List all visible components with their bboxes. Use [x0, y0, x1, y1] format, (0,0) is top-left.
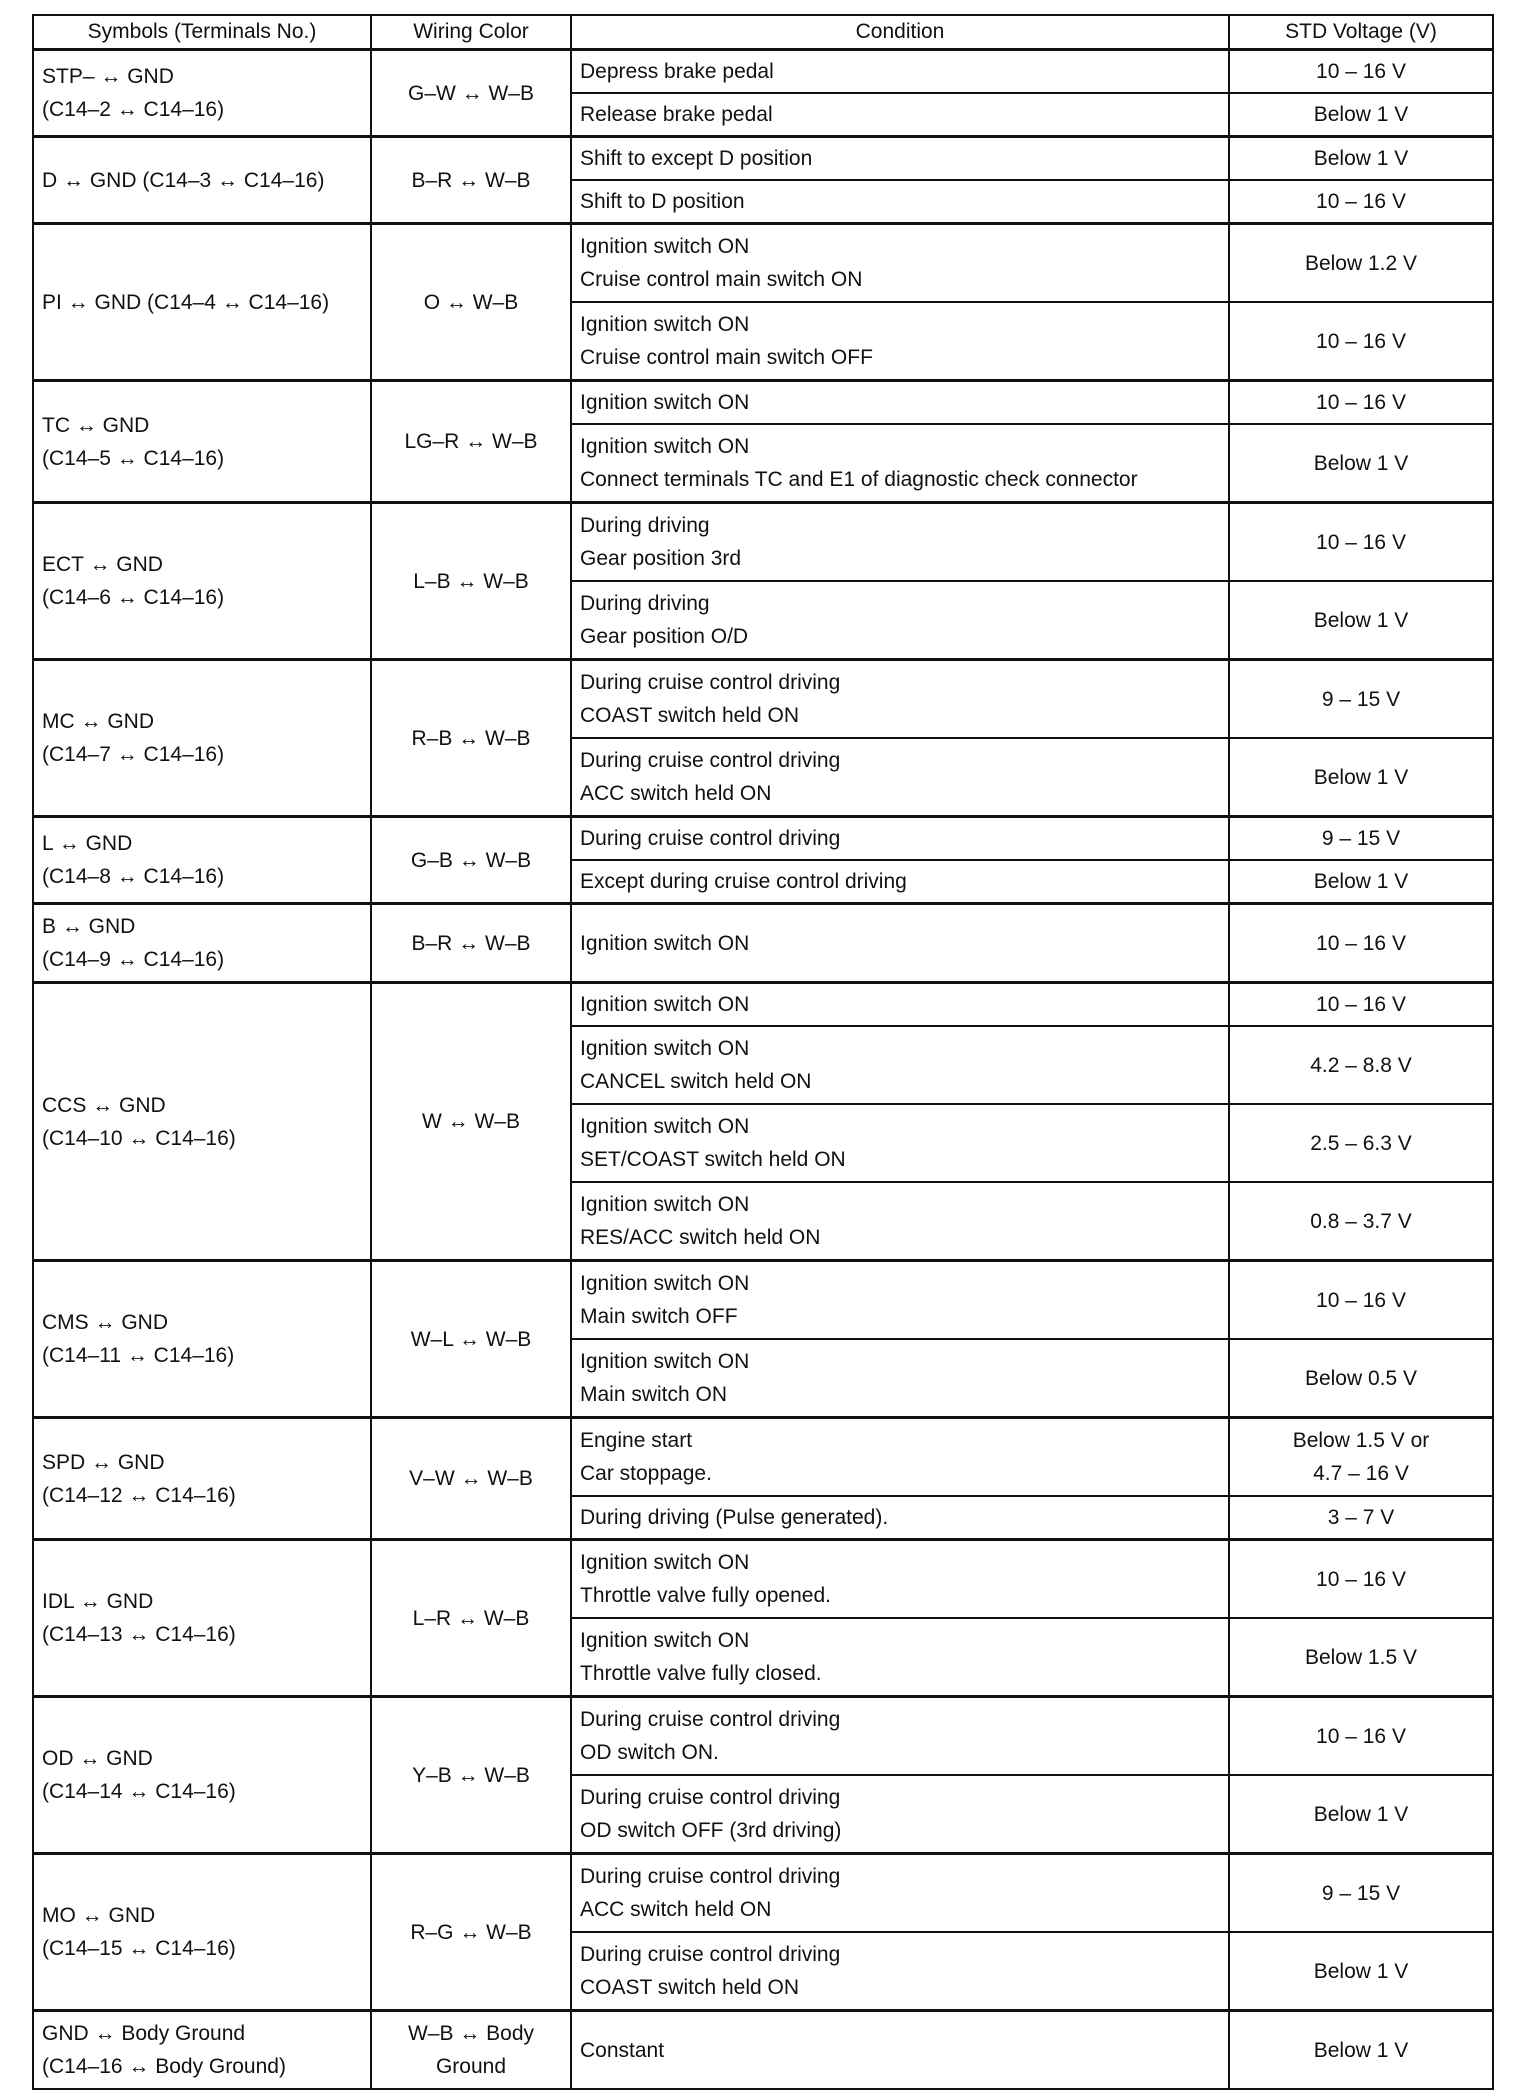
condition-cell	[571, 1418, 1229, 1497]
wiring-color-cell	[371, 2011, 571, 2090]
condition-cell	[571, 137, 1229, 181]
std-voltage-cell	[1229, 93, 1493, 137]
std-voltage-text: 3 – 7 V	[1327, 1506, 1395, 1529]
condition-text: Release brake pedal	[580, 103, 773, 126]
condition-text: During cruise control driving	[580, 827, 841, 850]
condition-cell	[571, 1104, 1229, 1182]
std-voltage-cell	[1229, 983, 1493, 1027]
condition-cell	[571, 904, 1229, 983]
wiring-color-cell	[371, 660, 571, 817]
condition-cell	[571, 2011, 1229, 2090]
condition-text: Ignition switch ON	[580, 435, 750, 458]
wiring-color-text: LG–R ↔ W–B	[404, 430, 538, 453]
std-voltage-cell	[1229, 904, 1493, 983]
terminal-symbol-text: OD ↔ GND	[42, 1747, 153, 1770]
std-voltage-text: 10 – 16 V	[1316, 993, 1406, 1016]
std-voltage-cell	[1229, 581, 1493, 660]
condition-text: COAST switch held ON	[580, 704, 800, 727]
std-voltage-cell	[1229, 381, 1493, 425]
condition-cell	[571, 738, 1229, 817]
table-row	[33, 50, 1493, 94]
terminal-group	[33, 503, 1493, 660]
std-voltage-cell	[1229, 424, 1493, 503]
wiring-color-cell	[371, 503, 571, 660]
condition-text: During cruise control driving	[580, 671, 841, 694]
std-voltage-cell	[1229, 817, 1493, 861]
condition-text: OD switch ON.	[580, 1741, 719, 1764]
terminal-symbol-cell	[33, 1540, 371, 1697]
std-voltage-text: Below 1 V	[1313, 608, 1409, 632]
terminal-symbol-cell	[33, 660, 371, 817]
std-voltage-text: Below 0.5 V	[1304, 1366, 1418, 1390]
wiring-color-text: W ↔ W–B	[422, 1110, 520, 1133]
std-voltage-text: 10 – 16 V	[1316, 530, 1406, 554]
terminal-group	[33, 137, 1493, 224]
wiring-color-text: B–R ↔ W–B	[411, 931, 531, 955]
condition-text: Shift to except D position	[580, 147, 813, 170]
terminal-symbol-cell	[33, 224, 371, 381]
terminal-group	[33, 1261, 1493, 1418]
table-row	[33, 660, 1493, 739]
terminal-symbol-cell	[33, 2011, 371, 2090]
wiring-color-cell	[371, 381, 571, 503]
wiring-color-text: L–R ↔ W–B	[412, 1606, 530, 1630]
condition-text: Constant	[580, 2038, 665, 2062]
header-condition: Condition	[571, 15, 1229, 50]
terminal-symbol-text: (C14–15 ↔ C14–16)	[42, 1937, 236, 1960]
voltage-spec-sheet	[32, 14, 1492, 2090]
terminal-group	[33, 817, 1493, 904]
std-voltage-cell	[1229, 1775, 1493, 1854]
condition-cell	[571, 817, 1229, 861]
wiring-color-text: G–B ↔ W–B	[410, 848, 532, 872]
condition-text: OD switch OFF (3rd driving)	[580, 1819, 842, 1842]
std-voltage-text: Below 1 V	[1313, 870, 1409, 893]
terminal-symbol-text: (C14–5 ↔ C14–16)	[42, 446, 225, 470]
terminal-symbol-cell	[33, 381, 371, 503]
wiring-color-text: R–B ↔ W–B	[411, 726, 531, 750]
condition-text: Ignition switch ON	[580, 1350, 750, 1373]
condition-text: Ignition switch ON	[580, 313, 750, 336]
std-voltage-cell	[1229, 1932, 1493, 2011]
std-voltage-cell	[1229, 224, 1493, 303]
condition-text: Gear position O/D	[580, 625, 749, 648]
std-voltage-text: 10 – 16 V	[1316, 190, 1406, 213]
table-row	[33, 1540, 1493, 1619]
terminal-symbol-text: PI ↔ GND (C14–4 ↔ C14–16)	[42, 290, 330, 314]
condition-text: Throttle valve fully closed.	[580, 1662, 822, 1685]
condition-text: During driving	[580, 592, 710, 615]
terminal-symbol-text: MC ↔ GND	[42, 710, 154, 733]
terminal-symbol-cell	[33, 983, 371, 1261]
condition-text: Ignition switch ON	[580, 1193, 750, 1216]
condition-text: Ignition switch ON	[580, 1037, 750, 1060]
condition-cell	[571, 93, 1229, 137]
std-voltage-cell	[1229, 50, 1493, 94]
std-voltage-text: Below 1.2 V	[1304, 251, 1418, 275]
condition-cell	[571, 1339, 1229, 1418]
table-row	[33, 1854, 1493, 1933]
condition-cell	[571, 1697, 1229, 1776]
condition-text: Gear position 3rd	[580, 547, 742, 570]
table-row	[33, 137, 1493, 181]
terminal-group	[33, 2011, 1493, 2090]
wiring-color-text: O ↔ W–B	[423, 290, 519, 314]
std-voltage-cell	[1229, 180, 1493, 224]
terminal-symbol-cell	[33, 50, 371, 137]
wiring-color-text: W–L ↔ W–B	[410, 1327, 532, 1351]
wiring-color-text: G–W ↔ W–B	[407, 81, 534, 105]
condition-cell	[571, 381, 1229, 425]
terminal-group	[33, 660, 1493, 817]
header-row	[33, 15, 1493, 50]
std-voltage-text: 4.7 – 16 V	[1313, 1462, 1409, 1485]
std-voltage-cell	[1229, 1026, 1493, 1104]
std-voltage-text: Below 1 V	[1313, 103, 1409, 126]
terminal-symbol-cell	[33, 1854, 371, 2011]
terminal-symbol-text: (C14–12 ↔ C14–16)	[42, 1483, 236, 1507]
condition-text: Ignition switch ON	[580, 1629, 750, 1652]
std-voltage-text: 10 – 16 V	[1316, 1288, 1406, 1312]
terminal-symbol-cell	[33, 904, 371, 983]
condition-text: Engine start	[580, 1429, 693, 1452]
terminal-symbol-text: (C14–11 ↔ C14–16)	[42, 1344, 235, 1367]
wiring-color-cell	[371, 137, 571, 224]
terminal-symbol-text: (C14–7 ↔ C14–16)	[42, 743, 225, 766]
terminal-symbol-cell	[33, 503, 371, 660]
wiring-color-cell	[371, 1854, 571, 2011]
table-row	[33, 817, 1493, 861]
terminal-symbol-text: IDL ↔ GND	[42, 1590, 154, 1613]
condition-cell	[571, 1775, 1229, 1854]
condition-text: During driving (Pulse generated).	[580, 1506, 889, 1529]
std-voltage-cell	[1229, 1261, 1493, 1340]
std-voltage-text: 9 – 15 V	[1321, 687, 1401, 711]
terminal-symbol-text: ECT ↔ GND	[42, 553, 163, 576]
wiring-color-cell	[371, 983, 571, 1261]
std-voltage-cell	[1229, 1618, 1493, 1697]
terminal-symbol-text: CCS ↔ GND	[42, 1093, 166, 1117]
wiring-color-text: Ground	[435, 2055, 507, 2078]
std-voltage-cell	[1229, 503, 1493, 582]
wiring-color-cell	[371, 904, 571, 983]
condition-text: ACC switch held ON	[580, 1898, 772, 1921]
table-row	[33, 503, 1493, 582]
condition-cell	[571, 1182, 1229, 1261]
wiring-color-text: R–G ↔ W–B	[410, 1920, 532, 1944]
header-std-voltage: STD Voltage (V)	[1229, 15, 1493, 50]
condition-text: During cruise control driving	[580, 1786, 841, 1809]
wiring-color-cell	[371, 1540, 571, 1697]
std-voltage-text: 10 – 16 V	[1316, 60, 1406, 83]
condition-cell	[571, 1932, 1229, 2011]
condition-text: Car stoppage.	[580, 1462, 712, 1485]
condition-text: COAST switch held ON	[580, 1976, 800, 1999]
header-symbols: Symbols (Terminals No.)	[33, 15, 371, 50]
wiring-color-cell	[371, 1418, 571, 1540]
terminal-symbol-text: (C14–16 ↔ Body Ground)	[42, 2055, 286, 2078]
condition-cell	[571, 1261, 1229, 1340]
terminal-symbol-text: (C14–9 ↔ C14–16)	[42, 948, 225, 971]
terminal-group	[33, 1697, 1493, 1854]
wiring-color-cell	[371, 1261, 571, 1418]
std-voltage-text: 9 – 15 V	[1321, 1881, 1401, 1905]
std-voltage-cell	[1229, 2011, 1493, 2090]
terminal-symbol-text: SPD ↔ GND	[42, 1450, 165, 1474]
wiring-color-text: L–B ↔ W–B	[413, 569, 529, 593]
table-header	[33, 15, 1493, 50]
terminal-symbol-text: (C14–10 ↔ C14–16)	[42, 1126, 236, 1150]
std-voltage-text: Below 1 V	[1313, 147, 1409, 170]
std-voltage-cell	[1229, 302, 1493, 381]
condition-text: During cruise control driving	[580, 1708, 841, 1731]
condition-cell	[571, 302, 1229, 381]
terminal-group	[33, 381, 1493, 503]
terminal-voltage-table	[32, 14, 1494, 2090]
condition-cell	[571, 983, 1229, 1027]
condition-cell	[571, 1854, 1229, 1933]
condition-text: CANCEL switch held ON	[580, 1070, 812, 1093]
condition-cell	[571, 1618, 1229, 1697]
std-voltage-cell	[1229, 660, 1493, 739]
terminal-symbol-text: CMS ↔ GND	[42, 1311, 168, 1334]
condition-text: ACC switch held ON	[580, 782, 772, 805]
table-row	[33, 2011, 1493, 2090]
condition-cell	[571, 1496, 1229, 1540]
condition-cell	[571, 660, 1229, 739]
condition-text: Ignition switch ON	[580, 931, 750, 955]
terminal-group	[33, 1540, 1493, 1697]
condition-text: Ignition switch ON	[580, 993, 750, 1016]
table-row	[33, 1261, 1493, 1340]
wiring-color-text: W–B ↔ Body	[407, 2022, 535, 2045]
terminal-symbol-text: D ↔ GND (C14–3 ↔ C14–16)	[42, 168, 325, 192]
condition-text: Shift to D position	[580, 190, 745, 213]
terminal-symbol-text: L ↔ GND	[42, 832, 133, 855]
condition-text: During cruise control driving	[580, 1865, 841, 1888]
condition-text: Ignition switch ON	[580, 391, 750, 414]
condition-text: During cruise control driving	[580, 749, 841, 772]
condition-text: Ignition switch ON	[580, 235, 750, 258]
wiring-color-cell	[371, 817, 571, 904]
std-voltage-cell	[1229, 1418, 1493, 1497]
std-voltage-cell	[1229, 1697, 1493, 1776]
table-row	[33, 1418, 1493, 1497]
condition-cell	[571, 581, 1229, 660]
terminal-group	[33, 1854, 1493, 2011]
terminal-group	[33, 50, 1493, 137]
terminal-group	[33, 1418, 1493, 1540]
std-voltage-cell	[1229, 860, 1493, 904]
wiring-color-cell	[371, 224, 571, 381]
std-voltage-text: 10 – 16 V	[1316, 329, 1406, 353]
std-voltage-text: Below 1 V	[1313, 765, 1409, 789]
condition-text: Cruise control main switch ON	[580, 268, 863, 291]
std-voltage-text: 10 – 16 V	[1316, 391, 1406, 414]
condition-cell	[571, 50, 1229, 94]
terminal-symbol-text: B ↔ GND	[42, 915, 136, 938]
condition-cell	[571, 224, 1229, 303]
std-voltage-text: 2.5 – 6.3 V	[1310, 1131, 1412, 1155]
condition-cell	[571, 180, 1229, 224]
std-voltage-text: Below 1.5 V	[1304, 1645, 1418, 1669]
terminal-group	[33, 983, 1493, 1261]
condition-text: Ignition switch ON	[580, 1551, 750, 1574]
condition-text: Depress brake pedal	[580, 60, 774, 83]
terminal-symbol-text: (C14–13 ↔ C14–16)	[42, 1623, 236, 1646]
condition-text: Main switch OFF	[580, 1305, 738, 1328]
condition-text: Cruise control main switch OFF	[580, 346, 873, 369]
table-row	[33, 983, 1493, 1027]
condition-text: RES/ACC switch held ON	[580, 1226, 821, 1249]
condition-text: During driving	[580, 514, 710, 537]
std-voltage-text: 0.8 – 3.7 V	[1310, 1209, 1412, 1233]
std-voltage-cell	[1229, 1496, 1493, 1540]
wiring-color-text: V–W ↔ W–B	[409, 1467, 533, 1490]
condition-text: Main switch ON	[580, 1383, 728, 1406]
std-voltage-text: 4.2 – 8.8 V	[1310, 1053, 1412, 1077]
condition-cell	[571, 1540, 1229, 1619]
condition-cell	[571, 860, 1229, 904]
condition-text: Ignition switch ON	[580, 1272, 750, 1295]
condition-text: During cruise control driving	[580, 1943, 841, 1966]
table-row	[33, 381, 1493, 425]
wiring-color-text: B–R ↔ W–B	[411, 168, 531, 192]
std-voltage-cell	[1229, 738, 1493, 817]
wiring-color-cell	[371, 1697, 571, 1854]
std-voltage-text: 10 – 16 V	[1316, 1724, 1406, 1748]
terminal-group	[33, 904, 1493, 983]
terminal-symbol-cell	[33, 1697, 371, 1854]
terminal-symbol-cell	[33, 817, 371, 904]
condition-text: SET/COAST switch held ON	[580, 1148, 846, 1171]
condition-text: Except during cruise control driving	[580, 870, 907, 893]
terminal-symbol-text: STP– ↔ GND	[42, 65, 174, 88]
std-voltage-text: Below 1 V	[1313, 1959, 1409, 1983]
std-voltage-cell	[1229, 1540, 1493, 1619]
terminal-symbol-text: (C14–2 ↔ C14–16)	[42, 98, 225, 121]
terminal-symbol-text: MO ↔ GND	[42, 1904, 156, 1927]
condition-text: Throttle valve fully opened.	[580, 1584, 831, 1607]
table-row	[33, 1697, 1493, 1776]
std-voltage-cell	[1229, 1104, 1493, 1182]
terminal-symbol-text: (C14–6 ↔ C14–16)	[42, 586, 225, 609]
std-voltage-text: 10 – 16 V	[1316, 931, 1406, 955]
condition-text: Ignition switch ON	[580, 1115, 750, 1138]
std-voltage-cell	[1229, 1339, 1493, 1418]
std-voltage-text: 9 – 15 V	[1321, 827, 1401, 850]
terminal-symbol-text: (C14–14 ↔ C14–16)	[42, 1780, 236, 1803]
std-voltage-text: Below 1 V	[1313, 1802, 1409, 1826]
terminal-symbol-text: (C14–8 ↔ C14–16)	[42, 865, 225, 888]
std-voltage-text: Below 1 V	[1313, 2038, 1409, 2062]
table-row	[33, 224, 1493, 303]
condition-cell	[571, 424, 1229, 503]
condition-cell	[571, 503, 1229, 582]
std-voltage-cell	[1229, 137, 1493, 181]
std-voltage-cell	[1229, 1182, 1493, 1261]
terminal-symbol-cell	[33, 1261, 371, 1418]
wiring-color-cell	[371, 50, 571, 137]
terminal-group	[33, 224, 1493, 381]
terminal-symbol-text: GND ↔ Body Ground	[42, 2022, 246, 2045]
condition-text: Connect terminals TC and E1 of diagnostic check connector	[580, 468, 1138, 491]
std-voltage-cell	[1229, 1854, 1493, 1933]
std-voltage-text: Below 1 V	[1313, 451, 1409, 475]
terminal-symbol-cell	[33, 137, 371, 224]
terminal-symbol-text: TC ↔ GND	[42, 413, 150, 437]
header-wiring-color: Wiring Color	[371, 15, 571, 50]
std-voltage-text: Below 1.5 V or	[1292, 1429, 1430, 1452]
std-voltage-text: 10 – 16 V	[1316, 1567, 1406, 1591]
condition-cell	[571, 1026, 1229, 1104]
wiring-color-text: Y–B ↔ W–B	[412, 1763, 530, 1787]
terminal-symbol-cell	[33, 1418, 371, 1540]
table-row	[33, 904, 1493, 983]
